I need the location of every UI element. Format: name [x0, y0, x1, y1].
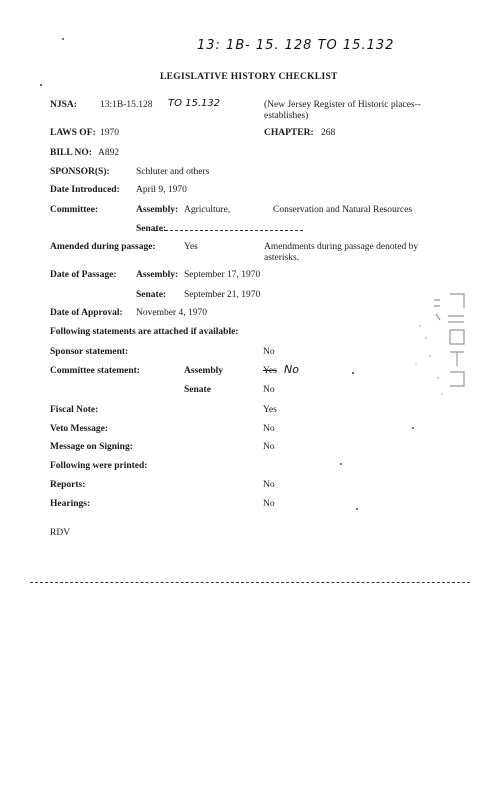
chapter-label: CHAPTER: [264, 128, 314, 138]
scan-speck [340, 463, 342, 465]
scan-speck [352, 372, 354, 374]
reports-value: No [263, 480, 275, 490]
fiscal-note-value: Yes [263, 405, 277, 415]
date-of-passage-label: Date of Passage: [50, 270, 117, 280]
scan-speck [62, 38, 64, 40]
date-of-approval-label: Date of Approval: [50, 308, 123, 318]
amended-label: Amended during passage: [50, 242, 156, 252]
bottom-dashed-rule [30, 582, 470, 583]
page-title: LEGISLATIVE HISTORY CHECKLIST [160, 72, 338, 82]
chapter-value: 268 [321, 128, 336, 138]
committee-statement-assembly-struck: Yes [263, 366, 277, 376]
passage-senate-label: Senate: [136, 290, 167, 300]
message-on-signing-label: Message on Signing: [50, 442, 133, 452]
committee-statement-assembly-handwritten: No [284, 363, 299, 376]
committee-assembly-value-2: Conservation and Natural Resources [273, 205, 413, 215]
njsa-label: NJSA: [50, 100, 77, 110]
njsa-description: (New Jersey Register of Historic places-- establishes) [264, 100, 421, 121]
initials: RDV [50, 528, 71, 538]
committee-statement-senate-label: Senate [184, 385, 211, 395]
passage-senate-value: September 21, 1970 [184, 290, 261, 300]
hearings-label: Hearings: [50, 499, 91, 509]
faded-stamp-graphic [390, 286, 480, 406]
laws-of-value: 1970 [100, 128, 119, 138]
veto-message-value: No [263, 424, 275, 434]
njsa-value: 13:1B-15.128 [100, 100, 153, 110]
scan-speck [40, 84, 42, 86]
amended-value: Yes [184, 242, 198, 252]
scan-speck [412, 427, 414, 429]
fiscal-note-label: Fiscal Note: [50, 405, 99, 415]
passage-assembly-value: September 17, 1970 [184, 270, 261, 280]
following-attached-heading: Following statements are attached if available: [50, 327, 239, 337]
committee-statement-label: Committee statement: [50, 366, 140, 376]
date-introduced-label: Date Introduced: [50, 185, 120, 195]
sponsor-statement-value: No [263, 347, 275, 357]
date-of-approval-value: November 4, 1970 [136, 308, 207, 318]
handwritten-header: 13: 1B- 15. 128 TO 15.132 [197, 38, 395, 53]
committee-assembly-label: Assembly: [136, 205, 179, 215]
sponsor-statement-label: Sponsor statement: [50, 347, 129, 357]
amended-note: Amendments during passage denoted by asterisks. [264, 242, 419, 263]
committee-senate-label: Senate: [136, 224, 167, 234]
veto-message-label: Veto Message: [50, 424, 108, 434]
following-printed-heading: Following were printed: [50, 461, 148, 471]
reports-label: Reports: [50, 480, 86, 490]
committee-label: Committee: [50, 205, 99, 215]
sponsors-value: Schluter and others [136, 167, 210, 177]
bill-no-value: A892 [98, 148, 120, 158]
committee-statement-assembly-label: Assembly [184, 366, 224, 376]
hearings-value: No [263, 499, 275, 509]
sponsors-label: SPONSOR(S): [50, 167, 110, 177]
passage-assembly-label: Assembly: [136, 270, 179, 280]
njsa-handwritten-range: TO 15.132 [168, 98, 221, 109]
committee-statement-senate-value: No [263, 385, 275, 395]
laws-of-label: LAWS OF: [50, 128, 96, 138]
message-on-signing-value: No [263, 442, 275, 452]
date-introduced-value: April 9, 1970 [136, 185, 187, 195]
scan-speck [356, 508, 358, 510]
committee-assembly-value: Agriculture, [184, 205, 231, 215]
committee-senate-blank-line [155, 230, 303, 231]
bill-no-label: BILL NO: [50, 148, 92, 158]
